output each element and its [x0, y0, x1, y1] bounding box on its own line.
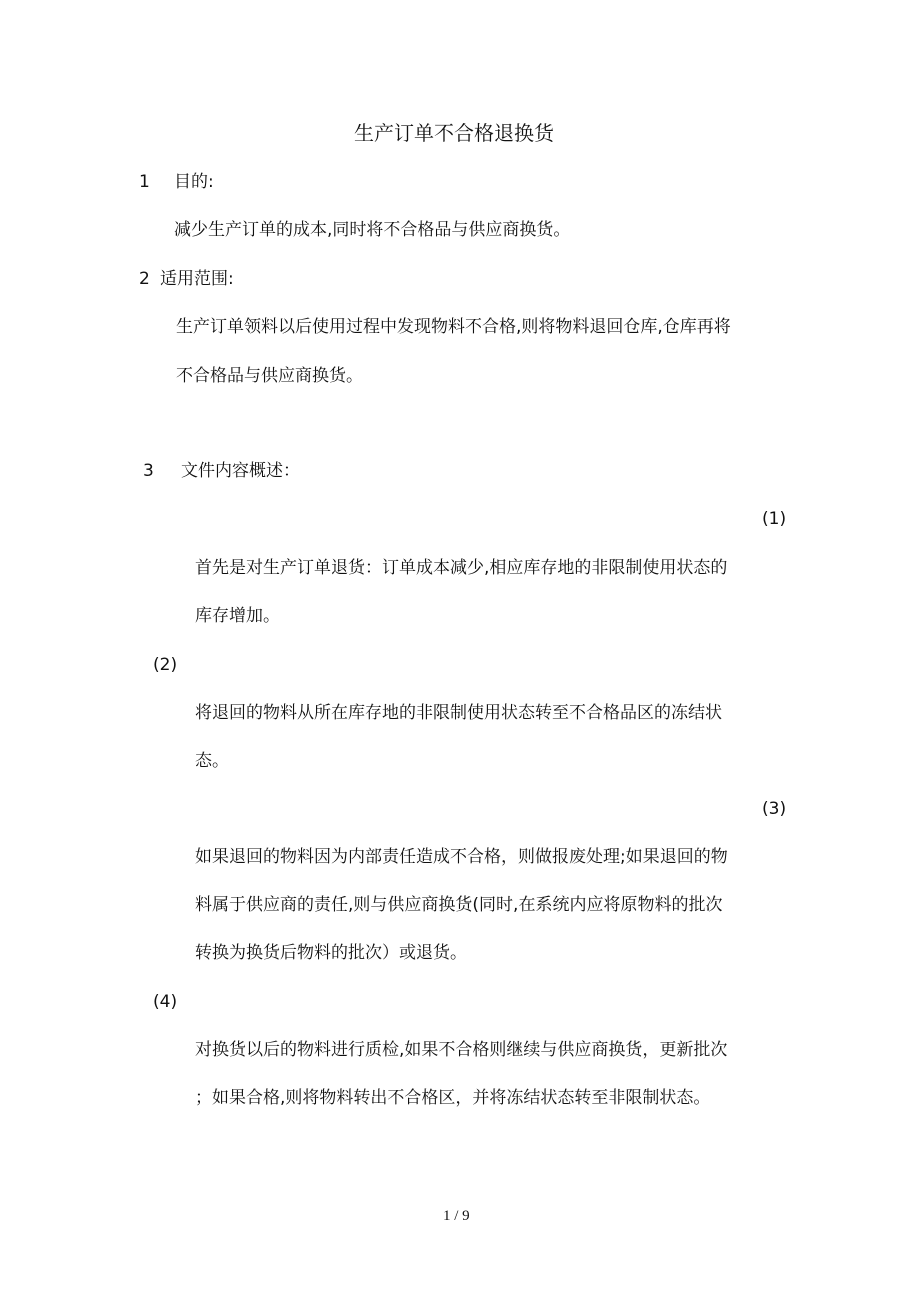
item-4-line: 对换货以后的物料进行质检,如果不合格则继续与供应商换货，更新批次	[195, 1040, 728, 1060]
section-2-body-line: 生产订单领料以后使用过程中发现物料不合格,则将物料退回仓库,仓库再将	[176, 317, 731, 337]
item-4-marker: (4)	[153, 992, 178, 1012]
item-3-line: 料属于供应商的责任,则与供应商换货(同时,在系统内应将原物料的批次	[195, 895, 723, 915]
section-2-body-line: 不合格品与供应商换货。	[176, 366, 363, 386]
section-2-number: 2	[139, 269, 150, 289]
item-1-line: 库存增加。	[195, 606, 280, 626]
item-3-marker: (3)	[762, 799, 787, 819]
item-4-line: ；如果合格,则将物料转出不合格区，并将冻结状态转至非限制状态。	[195, 1088, 711, 1108]
item-1-marker: (1)	[762, 509, 787, 529]
page-number: 1 / 9	[443, 1208, 470, 1224]
item-1-line: 首先是对生产订单退货：订单成本减少,相应库存地的非限制使用状态的	[195, 558, 728, 578]
item-2-marker: (2)	[153, 655, 178, 675]
section-2-heading: 适用范围:	[160, 269, 234, 289]
section-1-heading: 目的:	[174, 172, 214, 192]
item-2-line: 态。	[195, 751, 229, 771]
item-3-line: 如果退回的物料因为内部责任造成不合格，则做报废处理;如果退回的物	[195, 847, 728, 867]
item-2-line: 将退回的物料从所在库存地的非限制使用状态转至不合格品区的冻结状	[195, 703, 722, 723]
section-1-body: 减少生产订单的成本,同时将不合格品与供应商换货。	[174, 220, 571, 240]
section-1-number: 1	[139, 172, 150, 192]
section-3-number: 3	[143, 461, 154, 481]
item-3-line: 转换为换货后物料的批次）或退货。	[195, 943, 467, 963]
document-title: 生产订单不合格退换货	[354, 121, 554, 145]
section-3-heading: 文件内容概述：	[181, 461, 300, 481]
